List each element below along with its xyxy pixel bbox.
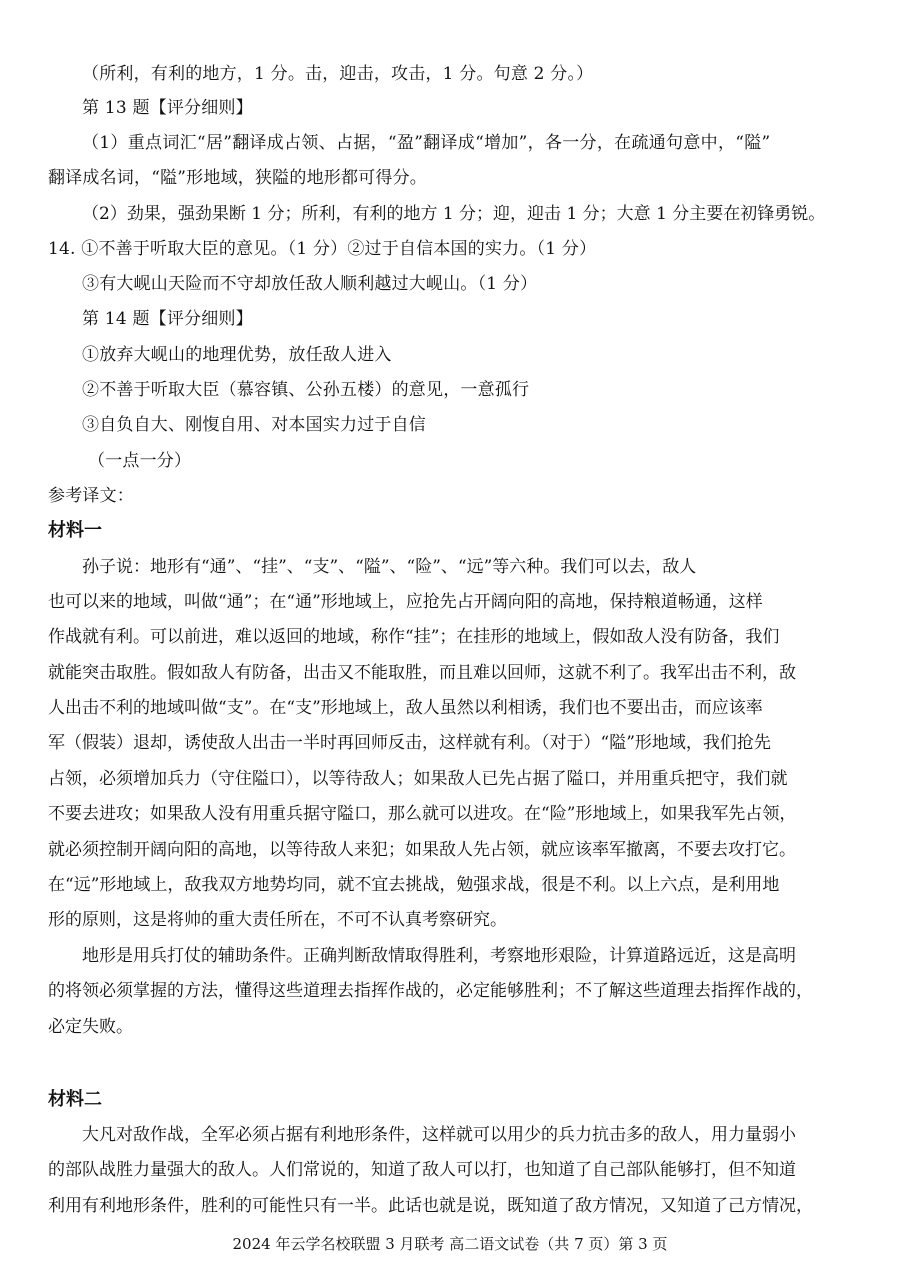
paragraph-line: 也可以来的地域，叫做“通”；在“通”形地域上，应抢先占开阔向阳的高地，保持粮道畅通，这样 [48, 592, 763, 612]
paragraph-line: 人出击不利的地域叫做“支”。在“支”形地域上，敌人虽然以利相诱，我们也不要出击，而应该率 [48, 698, 763, 718]
paragraph-line: 孙子说：地形有“通”、“挂”、“支”、“隘”、“险”、“远”等六种。我们可以去，敌人 [82, 557, 697, 577]
q14-rubric-item-3: ③自负自大、刚愎自用、对本国实力过于自信 [82, 415, 426, 435]
q13-rubric-item-1: （1）重点词汇“居”翻译成占领、占据，“盈”翻译成“增加”，各一分，在疏通句意中，“隘” [82, 133, 771, 153]
paragraph-line: 占领，必须增加兵力（守住隘口），以等待敌人；如果敌人已先占据了隘口，并用重兵把守，我们就 [48, 769, 788, 789]
page-footer: 2024 年云学名校联盟 3 月联考 高二语文试卷（共 7 页）第 3 页 [232, 1235, 668, 1253]
q14-rubric-item-2: ②不善于听取大臣（慕容镇、公孙五楼）的意见，一意孤行 [82, 380, 530, 400]
q13-rubric-title: 第 13 题【评分细则】 [82, 98, 253, 118]
q14-rubric-item-1: ①放弃大岘山的地理优势，放任敌人进入 [82, 345, 392, 365]
q13-rubric-item-2: （2）劲果，强劲果断 1 分；所利，有利的地方 1 分；迎，迎击 1 分；大意 1 分主要在初锋勇锐。 [82, 204, 826, 224]
material-2-heading: 材料二 [48, 1089, 102, 1110]
paragraph-line: 必定失败。 [48, 1017, 133, 1037]
q14-answer: 14. ①不善于听取大臣的意见。（1 分）②过于自信本国的实力。（1 分） [48, 239, 597, 259]
paragraph-line: 形的原则，这是将帅的重大责任所在，不可不认真考察研究。 [48, 910, 507, 930]
paragraph-line: 军（假装）退却，诱使敌人出击一半时再回师反击，这样就有利。（对于）“隘”形地域，我们抢先 [48, 733, 771, 753]
paragraph-line: 利用有利地形条件，胜利的可能性只有一半。此话也就是说，既知道了敌方情况，又知道了己方情况， [48, 1196, 813, 1216]
q14-answer-cont: ③有大岘山天险而不守却放任敌人顺利越过大岘山。（1 分） [82, 274, 538, 294]
paragraph-line: 在“远”形地域上，敌我双方地势均同，就不宜去挑战，勉强求战，很是不利。以上六点，是利用地 [48, 875, 780, 895]
paragraph-line: 作战就有利。可以前进，难以返回的地域，称作“挂”；在挂形的地域上，假如敌人没有防备，我们 [48, 627, 780, 647]
q13-rubric-item-1-cont: 翻译成名词，“隘”形地域，狭隘的地形都可得分。 [48, 168, 427, 188]
paragraph-line: 的将领必须掌握的方法，懂得这些道理去指挥作战的，必定能够胜利；不了解这些道理去指挥作战的， [48, 981, 813, 1001]
answer-line-13-note: （所利，有利的地方，1 分。击，迎击，攻击，1 分。句意 2 分。） [82, 64, 594, 84]
paragraph-line: 就必须控制开阔向阳的高地，以等待敌人来犯；如果敌人先占领，就应该率军撤离，不要去攻打它。 [48, 840, 796, 860]
paragraph-line: 就能突击取胜。假如敌人有防备，出击又不能取胜，而且难以回师，这就不利了。我军出击不利，敌 [48, 663, 796, 683]
paragraph-line: 的部队战胜力量强大的敌人。人们常说的，知道了敌人可以打，也知道了自己部队能够打，但不知道 [48, 1160, 796, 1180]
paragraph-line: 大凡对敌作战，全军必须占据有利地形条件，这样就可以用少的兵力抗击多的敌人，用力量弱小 [82, 1125, 796, 1145]
material-1-heading: 材料一 [48, 520, 102, 541]
q14-rubric-item-4: （一点一分） [88, 451, 192, 471]
paragraph-line: 不要去进攻；如果敌人没有用重兵据守隘口，那么就可以进攻。在“险”形地域上，如果我军先占领， [48, 804, 797, 824]
paragraph-line: 地形是用兵打仗的辅助条件。正确判断敌情取得胜利，考察地形艰险，计算道路远近，这是高明 [82, 946, 796, 966]
translation-title: 参考译文： [48, 486, 134, 506]
q14-rubric-title: 第 14 题【评分细则】 [82, 309, 253, 329]
